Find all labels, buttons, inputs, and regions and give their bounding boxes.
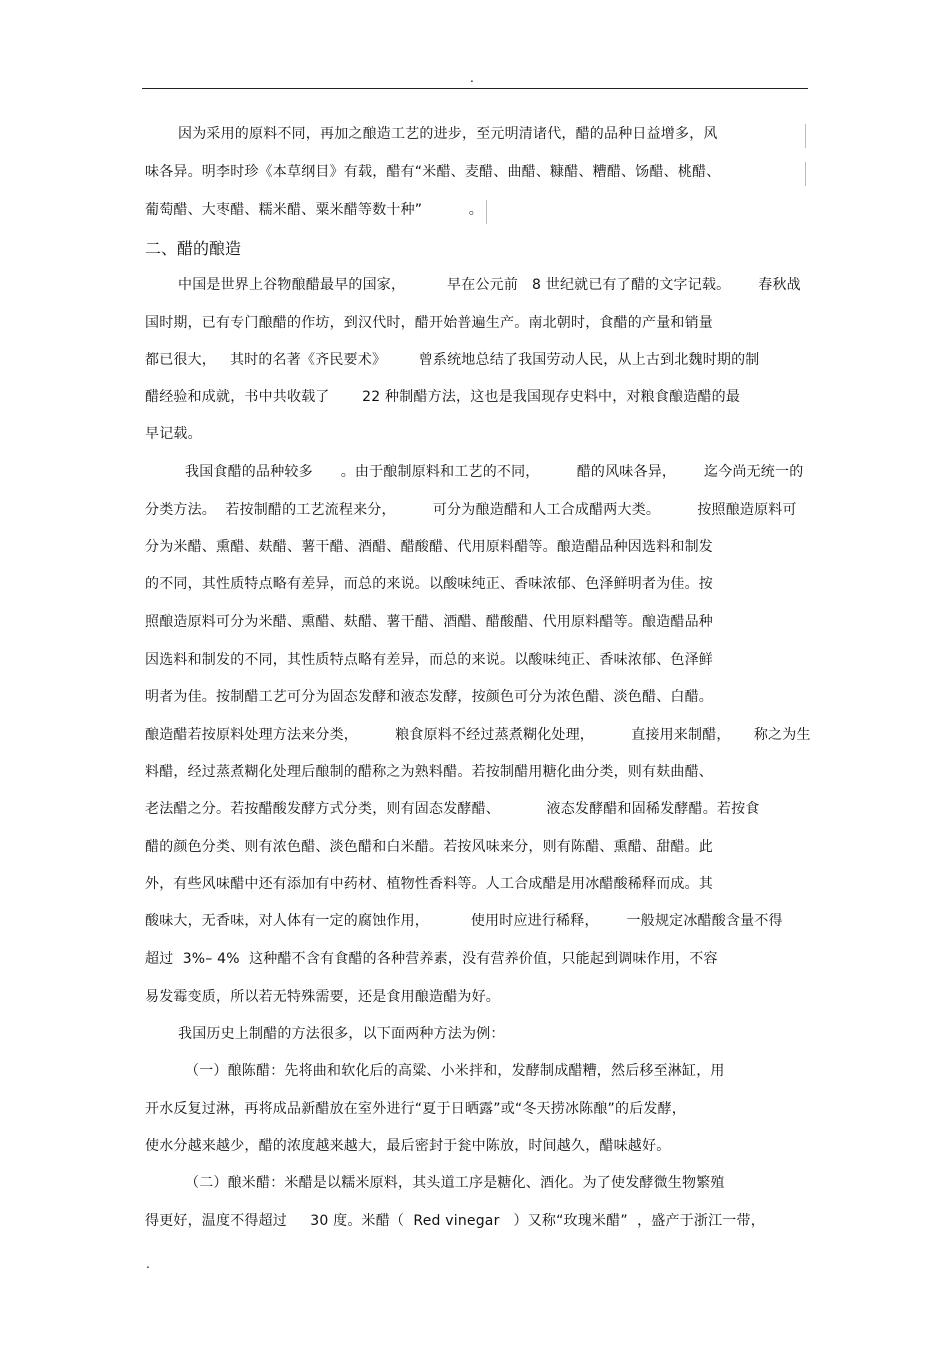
margin-bar [486,200,487,224]
text-line: 外，有些风味醋中还有添加有中药材、植物性香料等。人工合成醋是用冰醋酸稀释而成。其 [145,876,713,892]
text-line: 明者为佳。按制醋工艺可分为固态发酵和液态发酵，按颜色可分为浓色醋、淡色醋、白醋。 [145,689,713,705]
text-line: 醋经验和成就，书中共收载了 22 种制醋方法，这也是我国现存史料中，对粮食酿造醋的最 [145,389,741,405]
text-line: 分类方法。 若按制醋的工艺流程来分， 可分为酿造醋和人工合成醋两大类。 按照酿造原料可 [145,502,797,518]
text-line: 我国食醋的品种较多 。由于酿制原料和工艺的不同， 醋的风味各异， 迄今尚无统一的 [185,464,804,480]
text-line: （二）酿米醋：米醋是以糯米原料，其头道工序是糖化、酒化。为了使发酵微生物繁殖 [185,1175,725,1191]
text-line: 味各异。明李时珍《本草纲目》有载，醋有“米醋、麦醋、曲醋、糠醋、糟醋、饧醋、桃醋、 [145,164,721,180]
margin-bar [805,124,806,148]
text-line: 照酿造原料可分为米醋、熏醋、麸醋、薯干醋、酒醋、醋酸醋、代用原料醋等。酿造醋品种 [145,614,713,630]
text-line: 都已很大， 其时的名著《齐民要术》 曾系统地总结了我国劳动人民，从上古到北魏时期的制 [145,352,760,368]
text-line: 早记载。 [145,426,202,442]
text-line: 酸味大，无香味，对人体有一定的腐蚀作用， 使用时应进行稀释， 一般规定冰醋酸含量不得 [145,913,783,929]
text-line: 超过 3%– 4% 这种醋不含有食醋的各种营养素，没有营养价值，只能起到调味作用，不容 [145,951,718,967]
text-line: 开水反复过淋，再将成品新醋放在室外进行“夏于日晒露”或“冬天捞冰陈酿”的后发酵， [145,1101,687,1117]
header-rule [142,88,808,89]
text-line: 分为米醋、熏醋、麸醋、薯干醋、酒醋、醋酸醋、代用原料醋等。酿造醋品种因选料和制发 [145,539,713,555]
text-line: 老法醋之分。若按醋酸发酵方式分类，则有固态发酵醋、 液态发酵醋和固稀发酵醋。若按食 [145,801,760,817]
text-line: （一）酿陈醋：先将曲和软化后的高粱、小米拌和，发酵制成醋糟，然后移至淋缸，用 [185,1063,725,1079]
text-line: 得更好，温度不得超过 30 度。米醋（ Red vinegar ）又称“玫瑰米醋” ，盛产于浙江一带， [145,1213,765,1229]
text-line: 醋的颜色分类、则有浓色醋、淡色醋和白米醋。若按风味来分，则有陈醋、熏醋、甜醋。此 [145,839,713,855]
text-line: 使水分越来越少，醋的浓度越来越大，最后密封于瓮中陈放，时间越久，醋味越好。 [145,1138,671,1154]
text-line: 国时期，已有专门酿醋的作坊，到汉代时，醋开始普遍生产。南北朝时，食醋的产量和销量 [145,315,713,331]
text-line: 葡萄醋、大枣醋、糯米醋、粟米醋等数十种” 。 [145,202,483,218]
text-line: 的不同，其性质特点略有差异，而总的来说。以酸味纯正、香味浓郁、色泽鲜明者为佳。按 [145,576,713,592]
section-heading: 二、醋的酿造 [145,239,242,258]
footer-mark: . [146,1257,150,1271]
text-line: 因选料和制发的不同，其性质特点略有差异，而总的来说。以酸味纯正、香味浓郁、色泽鲜 [145,652,713,668]
margin-bar [805,162,806,186]
text-line: 料醋，经过蒸煮糊化处理后酿制的醋称之为熟料醋。若按制醋用糖化曲分类，则有麸曲醋、 [145,764,713,780]
text-line: 易发霉变质，所以若无特殊需要，还是食用酿造醋为好。 [145,989,500,1005]
header-mark: . [470,71,474,85]
text-line: 我国历史上制醋的方法很多，以下面两种方法为例： [178,1026,505,1042]
text-line: 因为采用的原料不同，再加之酿造工艺的进步，至元明清诸代，醋的品种日益增多，风 [178,126,718,142]
text-line: 中国是世界上谷物酿醋最早的国家， 早在公元前 8 世纪就已有了醋的文字记载。 春秋战 [178,277,801,293]
text-line: 酿造醋若按原料处理方法来分类， 粮食原料不经过蒸煮糊化处理， 直接用来制醋， 称之为生 [145,727,811,743]
